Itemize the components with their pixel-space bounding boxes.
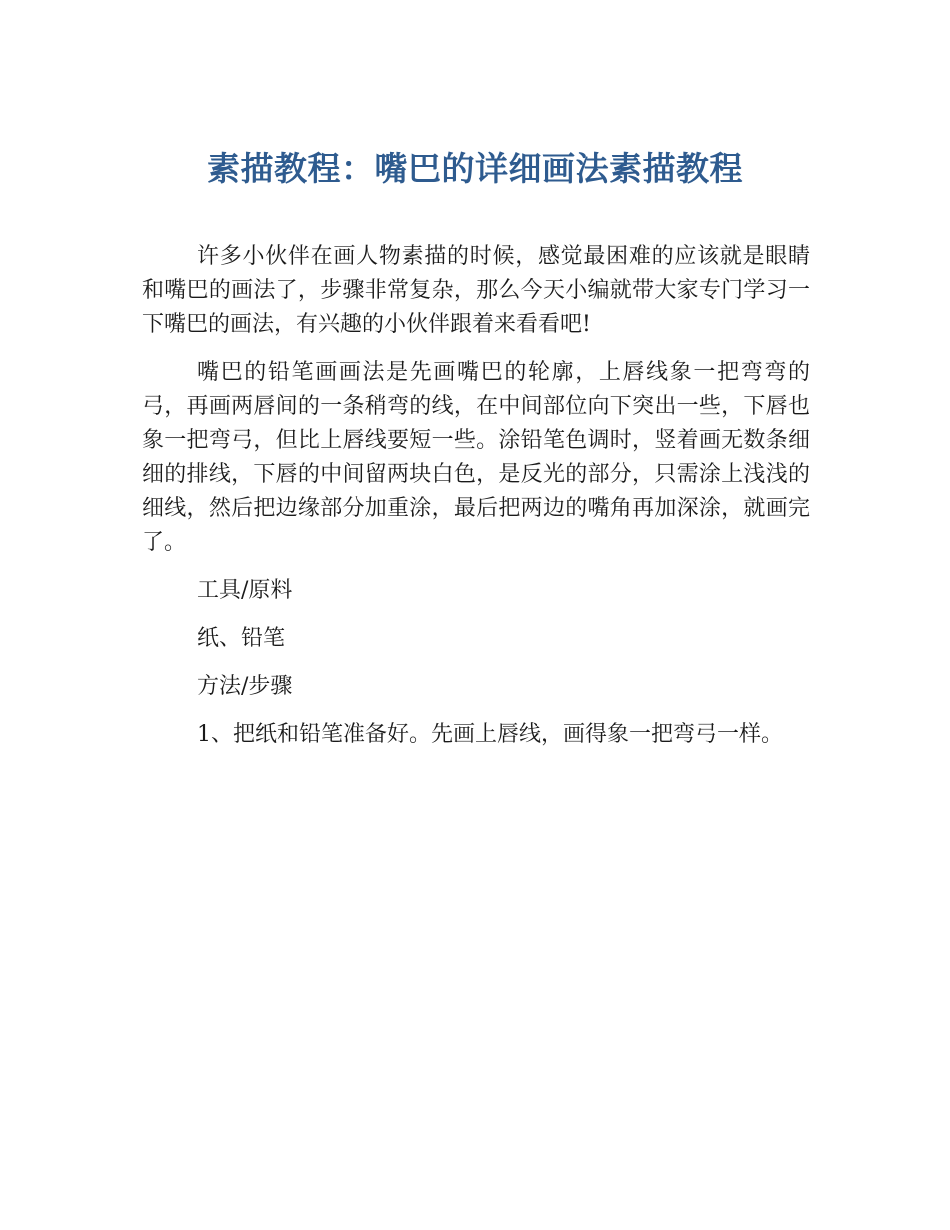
steps-heading: 方法/步骤 [197,674,293,699]
intro-paragraph: 许多小伙伴在画人物素描的时候，感觉最困难的应该就是眼睛和嘴巴的画法了，步骤非常复杂，那么今天小编就带大家专门学习一下嘴巴的画法，有兴趣的小伙伴跟着来看看吧! [142,244,810,337]
step-1-paragraph: 1、把纸和铅笔准备好。先画上唇线，画得象一把弯弓一样。 [197,722,783,747]
document-title: 素描教程：嘴巴的详细画法素描教程 [207,149,743,188]
method-paragraph: 嘴巴的铅笔画画法是先画嘴巴的轮廓，上唇线象一把弯弯的弓，再画两唇间的一条稍弯的线，在中间部位向下突出一些，下唇也象一把弯弓，但比上唇线要短一些。涂铅笔色调时，竖着画无数条细细的排线，下唇的中间留两块白色，是反光的部分，只需涂上浅浅的细线，然后把边缘部分加重涂，最后把两边的嘴角再加深涂，就画完了。 [142,360,810,555]
tools-list: 纸、铅笔 [197,626,286,651]
document-body [142,240,810,766]
tools-heading: 工具/原料 [197,578,293,603]
